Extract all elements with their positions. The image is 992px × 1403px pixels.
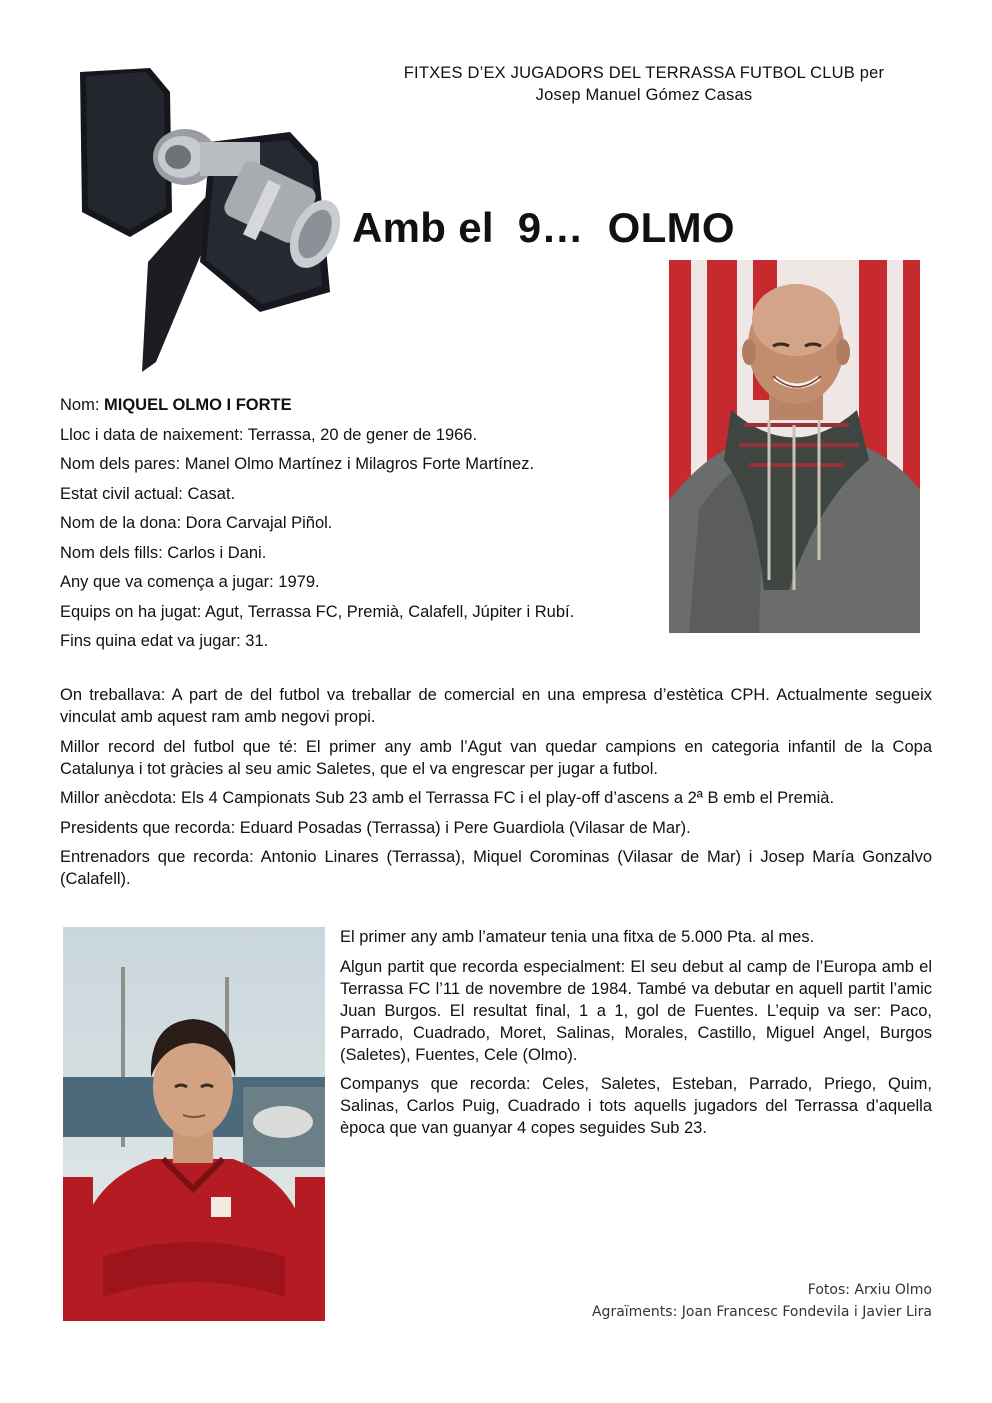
young-player-photo bbox=[63, 927, 325, 1321]
presidents-text: Presidents que recorda: Eduard Posadas (Terrassa) i Pere Guardiola (Vilasar de Mar). bbox=[60, 818, 691, 837]
anecdote-text: Millor anècdota: Els 4 Campionats Sub 23 amb el Terrassa FC i el play-off d’ascens a 2ª B emb el Premià. bbox=[60, 789, 835, 807]
document-header bbox=[330, 62, 958, 106]
start-year-text: Any que va comença a jugar: 1979. bbox=[60, 573, 320, 591]
memorable-match-text: Algun partit que recorda especialment: El seu debut al camp de l’Europa amb el Terrassa FC l’11 de novembre de 1984. També va debutar en aquell partit l’amic Juan Burgos. El resultat final, 1 a 1, gol de Fuentes. L’equip va ser: Paco, Parrado, Cuadrado, Moret, Salinas, Morales, Castillo, Miguel Angel, Burgos (Saletes), Fuentes, Cele (Olmo). bbox=[340, 957, 932, 1064]
children-text: Nom dels fills: Carlos i Dani. bbox=[60, 543, 267, 562]
acknowledgements: Agraïments: Joan Francesc Fondevila i Javier Lira bbox=[591, 1304, 932, 1320]
teammates-text: Companys que recorda: Celes, Saletes, Esteban, Parrado, Priego, Quim, Salinas, Carlos Puig, Cuadrado i tots aquells jugadors del Terrassa d’aquella època que van guanyar 4 copes seguides Sub 23. bbox=[340, 1075, 932, 1137]
wife-text: Nom de la dona: Dora Carvajal Piñol. bbox=[60, 514, 333, 532]
profile-full-section bbox=[60, 684, 932, 898]
page-title: Amb el 9… OLMO bbox=[352, 204, 735, 251]
name-label: Nom: bbox=[60, 396, 105, 414]
name-row bbox=[60, 394, 652, 416]
age-end-text: Fins quina edat va jugar: 31. bbox=[60, 632, 269, 650]
best-record-text: Millor record del futbol que té: El primer any amb l’Agut van quedar campions en categoria infantil de la Copa Catalunya i tot gràcies al seu amic Saletes, que el va engrescar per jugar a futbol. bbox=[60, 737, 932, 778]
parents-text: Nom dels pares: Manel Olmo Martínez i Milagros Forte Martínez. bbox=[60, 455, 535, 473]
portrait-photo bbox=[669, 260, 920, 633]
photo-credit: Fotos: Arxiu Olmo bbox=[807, 1282, 932, 1298]
header-author: Josep Manuel Gómez Casas bbox=[535, 86, 753, 104]
profile-top-section bbox=[60, 394, 652, 660]
contract-text: El primer any amb l’amateur tenia una fitxa de 5.000 Pta. al mes. bbox=[340, 928, 815, 946]
teams-text: Equips on ha jugat: Agut, Terrassa FC, Premià, Calafell, Júpiter i Rubí. bbox=[60, 602, 575, 621]
credits bbox=[592, 1279, 932, 1323]
work-text: On treballava: A part de del futbol va treballar de comercial en una empresa d’estètica CPH. Actualmente segueix vinculat amb aquest ram amb negovi propi. bbox=[60, 686, 932, 726]
profile-bottom-section bbox=[340, 926, 932, 1147]
birth-text: Lloc i data de naixement: Terrassa, 20 de gener de 1966. bbox=[60, 425, 478, 444]
loudspeaker-image bbox=[60, 62, 340, 372]
player-name: MIQUEL OLMO I FORTE bbox=[104, 396, 292, 414]
coaches-text: Entrenadors que recorda: Antonio Linares (Terrassa), Miquel Corominas (Vilasar de Mar) i Josep María Gonzalvo (Calafell). bbox=[60, 848, 932, 888]
civil-status-text: Estat civil actual: Casat. bbox=[60, 484, 236, 503]
header-line-1: FITXES D’EX JUGADORS DEL TERRASSA FUTBOL CLUB per bbox=[403, 64, 885, 82]
